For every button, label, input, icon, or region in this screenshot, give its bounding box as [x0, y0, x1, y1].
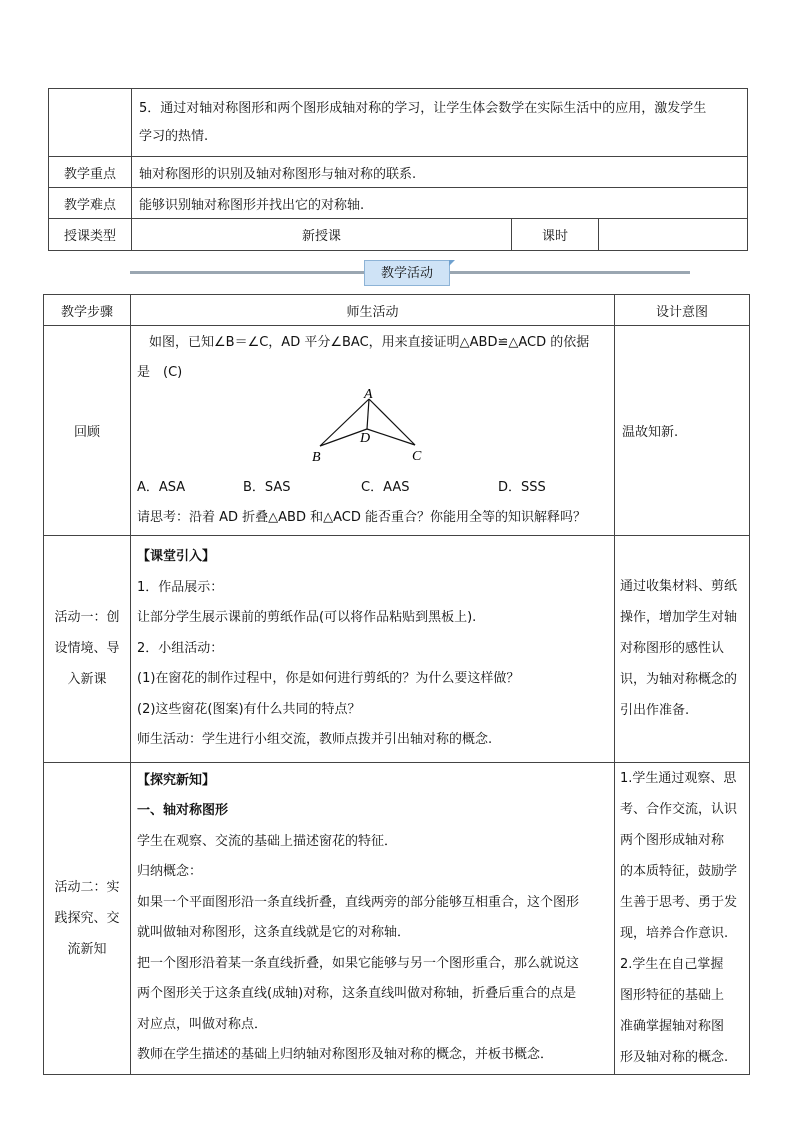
- option-c: C．AAS: [361, 479, 410, 495]
- activity1-step: [44, 536, 131, 763]
- activity2-intent-line: 生善于思考、勇于发: [620, 895, 738, 910]
- activity1-intent-line: 识，为轴对称概念的: [620, 672, 738, 688]
- lesson-type-label: 授课类型: [49, 219, 132, 251]
- option-d: D．SSS: [498, 479, 546, 495]
- activity1-heading: 【课堂引入】: [137, 549, 216, 564]
- review-intent: 温故知新.: [615, 326, 750, 536]
- option-b: B．SAS: [243, 479, 291, 495]
- activity1-line: 让部分学生展示课前的剪纸作品(可以将作品粘贴到黑板上).: [137, 610, 477, 625]
- activity1-intent-line: 操作，增加学生对轴: [620, 610, 738, 626]
- activity2-intent-line: 准确掌握轴对称图: [620, 1019, 725, 1034]
- activity1-step-line3: 入新课: [67, 672, 107, 688]
- activity2-intent-line: 的本质特征，鼓励学: [620, 864, 738, 879]
- segment-ac: [369, 399, 415, 445]
- review-content: [131, 326, 615, 536]
- activity2-line: 归纳概念：: [137, 864, 203, 879]
- activity2-line: 把一个图形沿着某一条直线折叠，如果它能够与另一个图形重合，那么就说这: [137, 955, 580, 971]
- activity-table: [43, 294, 750, 1075]
- activity1-line: 1．作品展示：: [137, 579, 224, 595]
- activity1-line: 2．小组活动：: [137, 640, 224, 656]
- activity1-intent-line: 通过收集材料、剪纸: [620, 579, 738, 595]
- activity2-step-line3: 流新知: [67, 941, 107, 957]
- goal-label-cell: [49, 89, 132, 157]
- activity2-intent-line: 两个图形成轴对称: [620, 833, 725, 848]
- triangle-diagram: [137, 389, 607, 473]
- key-point-value: 轴对称图形的识别及轴对称图形与轴对称的联系.: [132, 157, 748, 188]
- activity1-intent: [615, 536, 750, 763]
- activity1-step-line1: 活动一：创: [54, 610, 120, 626]
- difficulty-value: 能够识别轴对称图形并找出它的对称轴.: [132, 188, 748, 219]
- review-question-line2: 是 (C): [137, 365, 183, 381]
- activity2-line: 两个图形关于这条直线(成轴)对称，这条直线叫做对称轴，折叠后重合的点是: [137, 986, 577, 1001]
- class-hours-value: [599, 219, 748, 251]
- activity1-intent-line: 引出作准备.: [620, 703, 690, 719]
- activity2-step-line2: 践探究、交: [54, 910, 120, 926]
- difficulty-label: 教学难点: [49, 188, 132, 219]
- label-b: B: [312, 449, 321, 465]
- lesson-type-value: 新授课: [132, 219, 512, 251]
- goal-5-line2: 学习的热情.: [139, 128, 209, 144]
- banner-fold-corner: [449, 260, 455, 266]
- activity2-intent-line: 形及轴对称的概念.: [620, 1050, 729, 1065]
- label-a: A: [364, 388, 373, 402]
- activity2-subheading: 一、轴对称图形: [137, 803, 229, 818]
- label-c: C: [412, 448, 422, 464]
- header-step: 教学步骤: [44, 295, 131, 326]
- activity2-line: 对应点，叫做对称点．: [137, 1016, 268, 1032]
- activity2-intent-line: 1.学生通过观察、思: [620, 771, 737, 786]
- activity2-line: 就叫做轴对称图形，这条直线就是它的对称轴．: [137, 925, 411, 940]
- option-a: A．ASA: [137, 479, 186, 495]
- activity1-line: 师生活动：学生进行小组交流，教师点拨并引出轴对称的概念.: [137, 732, 493, 747]
- activity2-intent: [615, 762, 750, 1074]
- lesson-info-table: [48, 88, 748, 251]
- class-hours-label: 课时: [512, 219, 599, 251]
- banner-title: 教学活动: [364, 260, 450, 286]
- activity2-line: 学生在观察、交流的基础上描述窗花的特征．: [137, 833, 398, 849]
- activity2-intent-line: 图形特征的基础上: [620, 988, 725, 1003]
- activity2-step-line1: 活动二：实: [54, 879, 120, 895]
- goal-5-cell: [132, 89, 748, 157]
- activity1-intent-line: 对称图形的感性认: [620, 641, 725, 657]
- activity1-step-line2: 设情境、导: [54, 641, 120, 657]
- activity1-line: (2)这些窗花(图案)有什么共同的特点？: [137, 701, 361, 717]
- segment-ad: [367, 399, 369, 429]
- goal-5-line1: 5．通过对轴对称图形和两个图形成轴对称的学习，让学生体会数学在实际生活中的应用，激发学生: [139, 100, 707, 116]
- label-d: D: [360, 430, 371, 446]
- activity2-line: 如果一个平面图形沿一条直线折叠，直线两旁的部分能够互相重合，这个图形: [137, 894, 580, 910]
- review-think-question: 请思考：沿着 AD 折叠△ABD 和△ACD 能否重合？你能用全等的知识解释吗？: [137, 509, 587, 525]
- review-step: 回顾: [44, 326, 131, 536]
- activity2-line: 教师在学生描述的基础上归纳轴对称图形及轴对称的概念，并板书概念．: [137, 1047, 554, 1062]
- triangle-figure: [137, 389, 608, 473]
- header-activity: 师生活动: [131, 295, 615, 326]
- activity1-content: [131, 536, 615, 763]
- activity2-intent-line: 考、合作交流，认识: [620, 802, 738, 817]
- header-intent: 设计意图: [615, 295, 750, 326]
- activity2-content: [131, 762, 615, 1074]
- activity2-intent-line: 现，培养合作意识.: [620, 926, 729, 941]
- activity1-line: (1)在窗花的制作过程中，你是如何进行剪纸的？为什么要这样做？: [137, 671, 520, 686]
- activity2-step: [44, 762, 131, 1074]
- answer-options: [137, 473, 608, 503]
- section-banner: [130, 260, 690, 286]
- review-question-line1: 如图，已知∠B＝∠C，AD 平分∠BAC，用来直接证明△ABD≌△ACD 的依据: [149, 334, 590, 350]
- activity2-intent-line: 2.学生在自己掌握: [620, 957, 724, 972]
- key-point-label: 教学重点: [49, 157, 132, 188]
- activity2-heading: 【探究新知】: [137, 772, 216, 788]
